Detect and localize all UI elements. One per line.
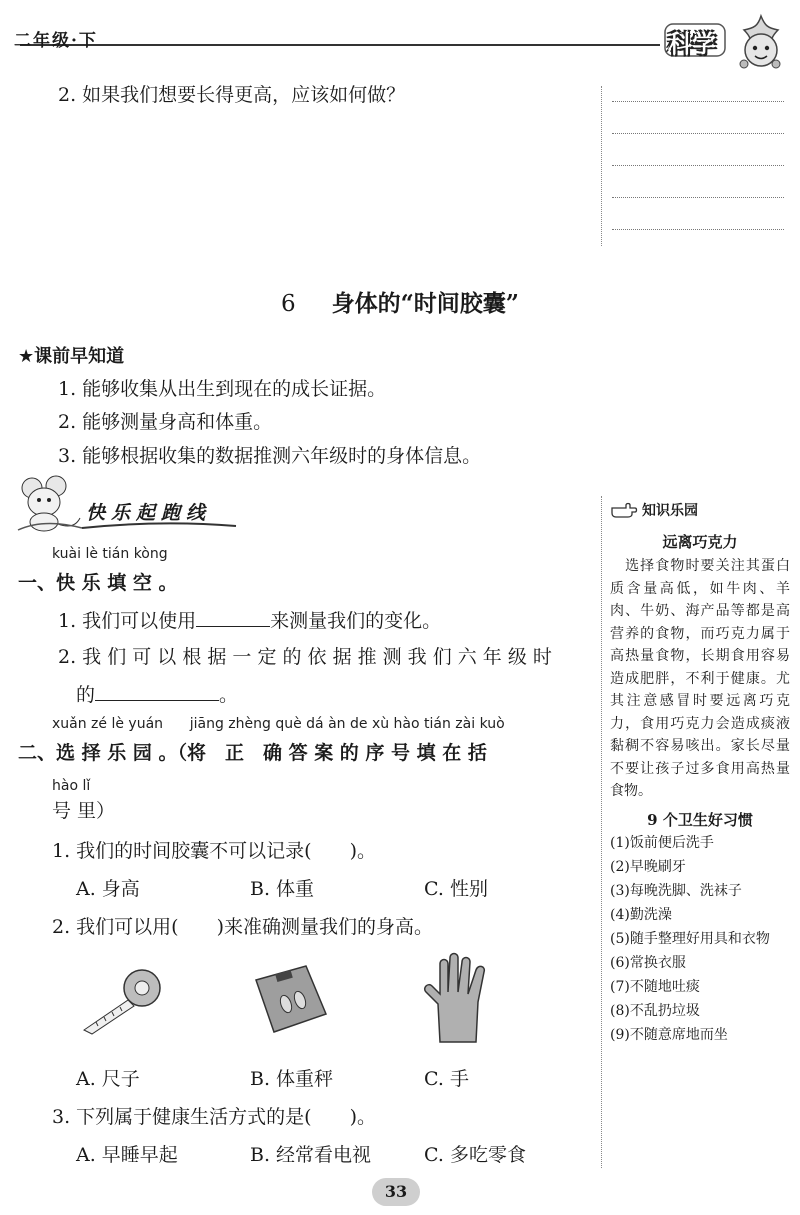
tape-measure-icon (78, 966, 168, 1036)
option-b[interactable]: B. 体重秤 (250, 1068, 334, 1090)
article-text: 选择食物时要关注其蛋白质含量高低，如牛肉、羊肉、牛奶、海产品等都是高营养的食物，而巧克力属于高热量食物，长期食用容易造成肥胖，不利于健康。尤其注意感冒时要远离巧克力，食用巧克力会造成痰液黏稠不容易咳出。家长尽量不要让孩子过多食用高热量食物。 (610, 558, 790, 799)
section2-pinyin-cont: hào lǐ (52, 778, 91, 794)
section1-pinyin: kuài lè tián kòng (52, 546, 168, 562)
option-c[interactable]: C. 性别 (424, 878, 488, 900)
habit-item: (2)早晚刷牙 (610, 859, 686, 875)
header-rule (20, 44, 660, 46)
habit-item: (4)勤洗澡 (610, 907, 672, 923)
choice-question-3: 3. 下列属于健康生活方式的是( )。 (52, 1106, 376, 1128)
answer-line (612, 132, 784, 134)
option-b[interactable]: B. 体重 (250, 878, 315, 900)
habit-item: (5)随手整理好用具和衣物 (610, 931, 770, 947)
grade-label: 二年级·下 (14, 31, 98, 51)
pointing-hand-icon (610, 502, 638, 520)
mouse-mascot-icon (14, 474, 84, 534)
section2-title: 二、选 择 乐 园 。（将 正 确 答 案 的 序 号 填 在 括 (18, 742, 487, 764)
habit-item: (7)不随地吐痰 (610, 979, 700, 995)
section2-title-cont: 号 里） (52, 800, 116, 822)
question-text: 1. 我们可以使用 (58, 610, 197, 632)
fill-question-2-cont (76, 680, 238, 707)
section2-pinyin: xuǎn zé lè yuán jiāng zhèng què dá àn de xù hào tián zài kuò (52, 716, 505, 732)
lesson-number: 6 (280, 291, 296, 317)
habit-item: (6)常换衣服 (610, 955, 686, 971)
fill-question-2: 2. 我 们 可 以 根 据 一 定 的 依 据 推 测 我 们 六 年 级 时 (58, 646, 552, 668)
habit-item: (8)不乱扔垃圾 (610, 1003, 700, 1019)
top-question: 2. 如果我们想要长得更高，应该如何做？ (58, 84, 406, 106)
habit-item: (1)饭前便后洗手 (610, 835, 714, 851)
sidebar-heading: 知识乐园 (642, 503, 698, 519)
prelearn-title: ★课前早知道 (18, 346, 125, 367)
habits-list (610, 831, 790, 1047)
option-b[interactable]: B. 经常看电视 (250, 1144, 372, 1166)
option-c[interactable]: C. 手 (424, 1068, 469, 1090)
answer-line (612, 100, 784, 102)
banner-swoosh (80, 518, 240, 534)
fill-question-1 (58, 606, 441, 633)
option-a[interactable]: A. 尺子 (76, 1068, 140, 1090)
banner-title: 快乐起跑线 (86, 502, 212, 524)
option-c[interactable]: C. 多吃零食 (424, 1144, 526, 1166)
article-title: 远离巧克力 (662, 532, 738, 551)
sidebar-header (610, 500, 790, 523)
question-text: 的 (76, 684, 96, 706)
answer-blank[interactable] (95, 682, 219, 701)
answer-blank[interactable] (196, 608, 270, 627)
option-a[interactable]: A. 身高 (76, 878, 140, 900)
star-mascot-icon (732, 12, 790, 72)
knowledge-sidebar (610, 500, 790, 1047)
prelearn-item: 1. 能够收集从出生到现在的成长证据。 (58, 378, 387, 400)
lesson-title-text: 身体的“时间胶囊” (331, 290, 520, 317)
prelearn-item: 3. 能够根据收集的数据推测六年级时的身体信息。 (58, 445, 482, 467)
lesson-title (0, 285, 800, 318)
option-a[interactable]: A. 早睡早起 (76, 1144, 178, 1166)
hand-icon (420, 952, 500, 1044)
section1-title: 一、快 乐 填 空 。 (18, 572, 178, 594)
page-number: 33 (372, 1178, 420, 1206)
choice-question-2: 2. 我们可以用( )来准确测量我们的身高。 (52, 916, 433, 938)
habits-title: 9 个卫生好习惯 (647, 810, 753, 829)
subject-label: 科学 (668, 29, 716, 58)
habit-item: (9)不随意席地而坐 (610, 1027, 728, 1043)
choice-question-1: 1. 我们的时间胶囊不可以记录( )。 (52, 840, 376, 862)
question-text: 。 (219, 684, 239, 706)
answer-line (612, 228, 784, 230)
answer-line (612, 164, 784, 166)
question-text: 来测量我们的变化。 (270, 610, 442, 632)
notes-divider (601, 86, 602, 246)
habit-item: (3)每晚洗脚、洗袜子 (610, 883, 742, 899)
answer-line (612, 196, 784, 198)
scale-icon (246, 962, 332, 1038)
prelearn-item: 2. 能够测量身高和体重。 (58, 411, 273, 433)
sidebar-divider (601, 496, 602, 1168)
